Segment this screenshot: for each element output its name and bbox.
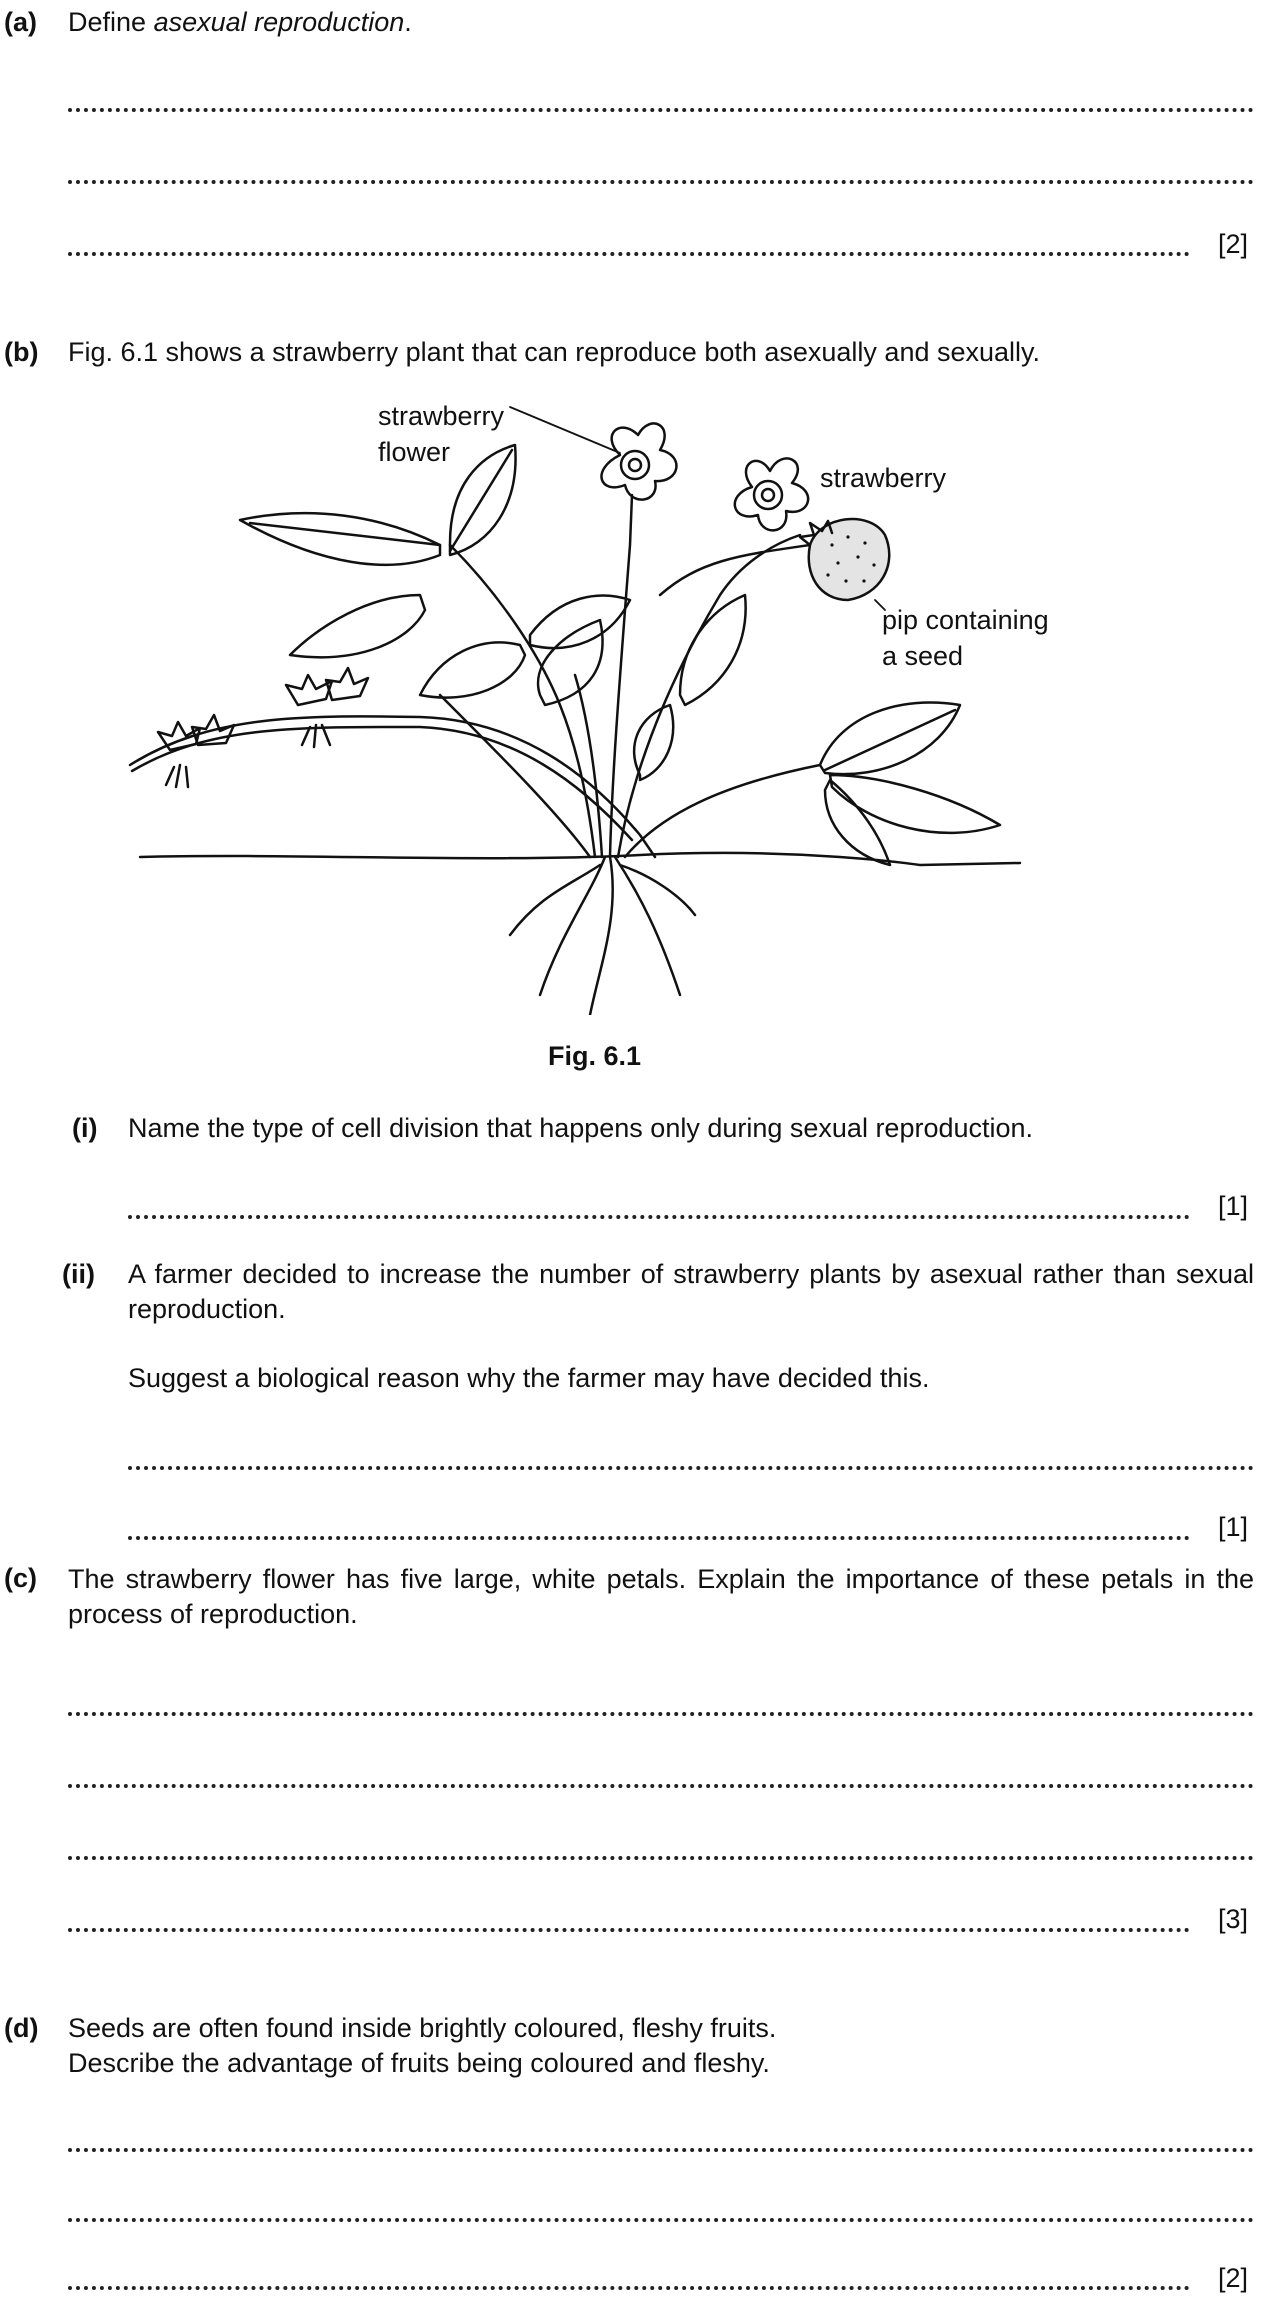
strawberry-fruit xyxy=(800,519,889,600)
mark-b-i: [1] xyxy=(1218,1191,1249,1221)
answer-line-b-ii-1[interactable] xyxy=(128,1466,1254,1470)
mark-c: [3] xyxy=(1218,1904,1249,1934)
question-b-text: Fig. 6.1 shows a strawberry plant that can reproduce both asexually and sexually. xyxy=(68,337,1041,367)
question-b-i-label: (i) xyxy=(72,1113,98,1143)
answer-line-d-3[interactable] xyxy=(68,2286,1190,2290)
strawberry-plant-figure xyxy=(120,395,1120,1015)
label-strawberry: strawberry xyxy=(820,463,947,493)
answer-line-b-i[interactable] xyxy=(128,1215,1190,1219)
question-b-i-text: Name the type of cell division that happens only during sexual reproduction. xyxy=(128,1113,1034,1143)
question-a-term: asexual reproduction xyxy=(153,7,405,37)
question-a-suffix: . xyxy=(404,7,412,37)
question-c-text: The strawberry flower has five large, white petals. Explain the importance of these petals in the process of reproduction. xyxy=(68,1564,1254,1629)
leaf-cluster-left xyxy=(240,445,516,657)
answer-line-c-3[interactable] xyxy=(68,1856,1254,1860)
answer-line-c-2[interactable] xyxy=(68,1784,1254,1788)
question-d-line2: Describe the advantage of fruits being coloured and fleshy. xyxy=(68,2048,770,2078)
mark-d: [2] xyxy=(1218,2263,1249,2293)
mark-b-ii: [1] xyxy=(1218,1512,1249,1542)
flower-1 xyxy=(601,423,676,499)
leaf-cluster-right xyxy=(820,703,1000,866)
answer-line-c-4[interactable] xyxy=(68,1928,1190,1932)
question-b-ii-label: (ii) xyxy=(62,1259,95,1289)
label-strawberry-flower-2: flower xyxy=(378,437,451,467)
figure-caption: Fig. 6.1 xyxy=(548,1041,642,1071)
mark-a: [2] xyxy=(1218,229,1249,259)
label-pip-1: pip containing xyxy=(882,605,1049,635)
question-d-line1: Seeds are often found inside brightly coloured, fleshy fruits. xyxy=(68,2013,777,2043)
question-a-label: (a) xyxy=(4,7,37,37)
leaf-cluster-center xyxy=(420,595,746,780)
answer-line-a-1[interactable] xyxy=(68,108,1254,112)
label-strawberry-flower-1: strawberry xyxy=(378,401,505,431)
label-pip-2: a seed xyxy=(882,641,964,671)
question-d-label: (d) xyxy=(4,2013,39,2043)
question-a-text xyxy=(68,6,412,38)
flower-2 xyxy=(735,458,808,530)
answer-line-d-1[interactable] xyxy=(68,2148,1254,2152)
plantlet-middle xyxy=(286,668,368,747)
answer-line-d-2[interactable] xyxy=(68,2218,1254,2222)
answer-line-b-ii-2[interactable] xyxy=(128,1536,1190,1540)
answer-line-c-1[interactable] xyxy=(68,1712,1254,1716)
answer-line-a-3[interactable] xyxy=(68,252,1190,256)
question-b-label: (b) xyxy=(4,337,39,367)
question-b-ii-text: A farmer decided to increase the number of strawberry plants by asexual rather than sexual reproduction. xyxy=(128,1259,1254,1324)
question-a-prefix: Define xyxy=(68,7,154,37)
answer-line-a-2[interactable] xyxy=(68,180,1254,184)
question-b-ii-suggest: Suggest a biological reason why the farmer may have decided this. xyxy=(128,1363,930,1393)
question-c-label: (c) xyxy=(4,1563,37,1593)
plantlet-left xyxy=(158,715,234,787)
